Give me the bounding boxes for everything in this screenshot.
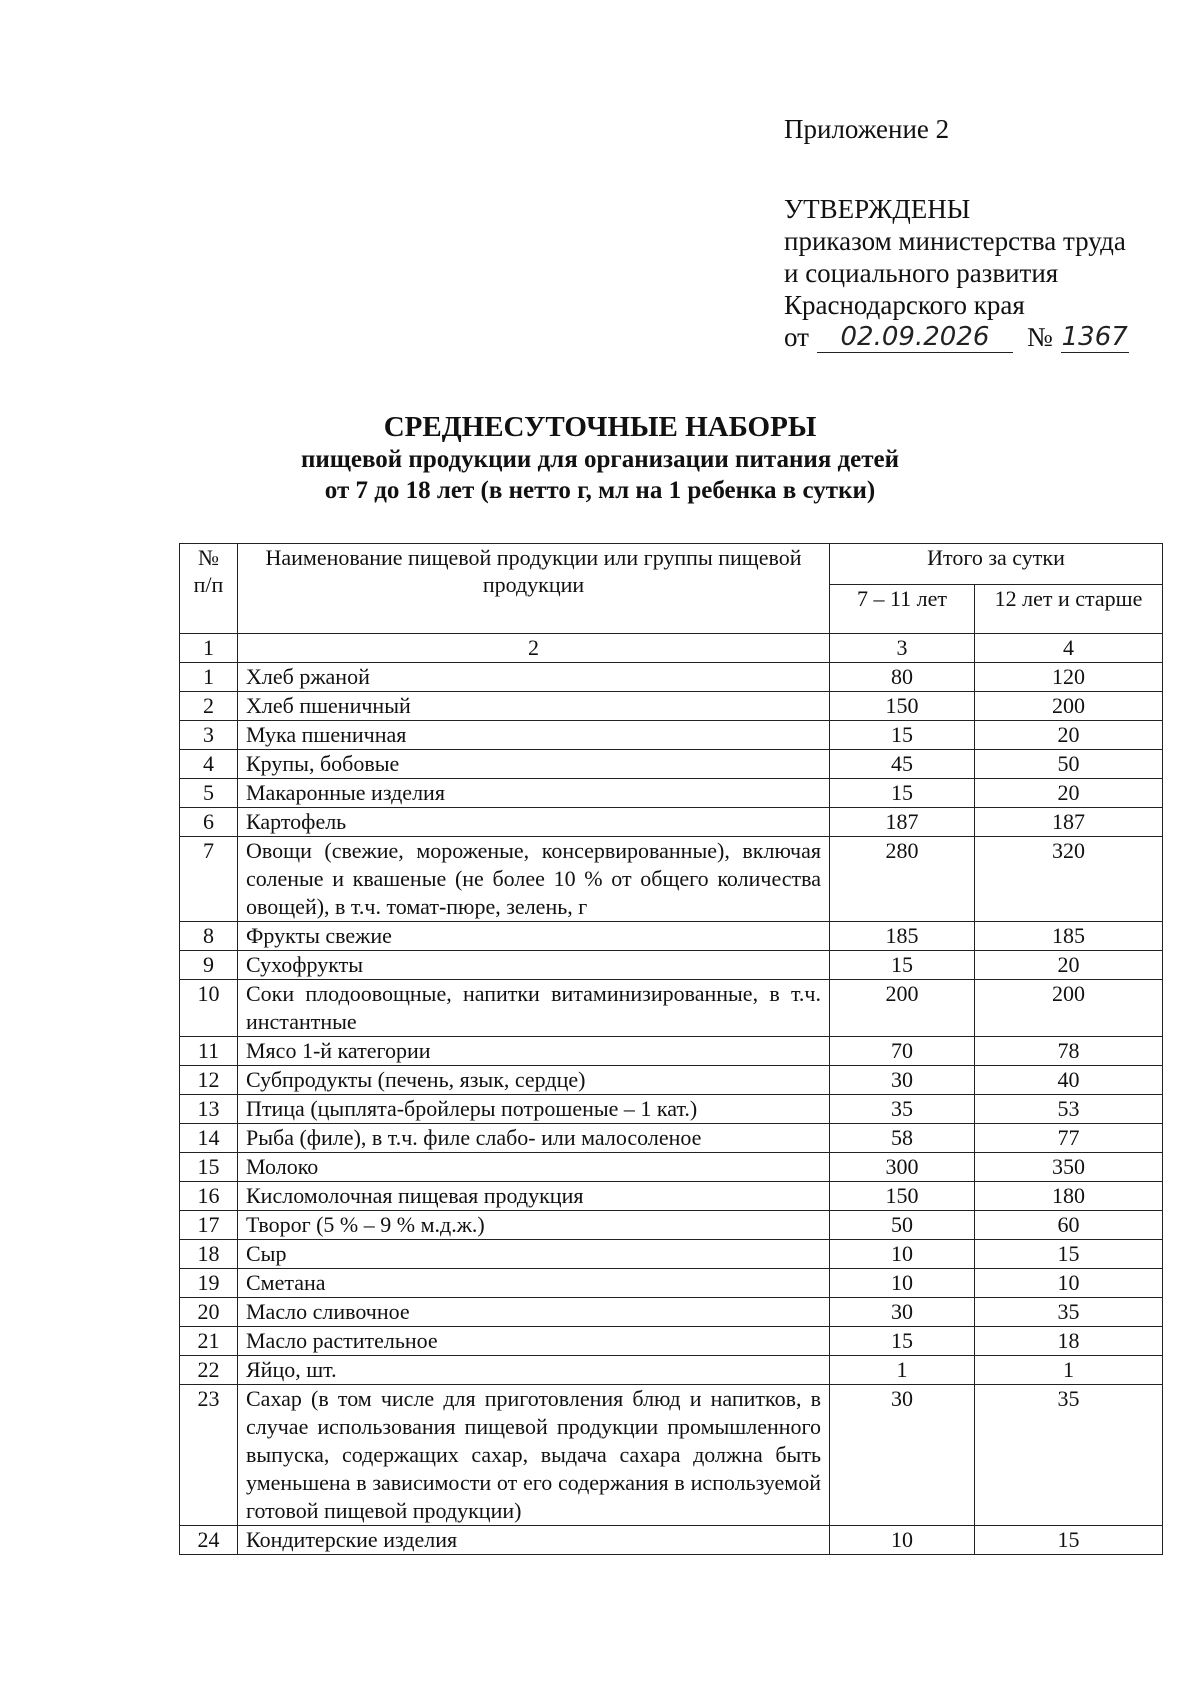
row-number: 1 bbox=[180, 663, 238, 692]
column-number-row bbox=[180, 634, 1163, 663]
value-12-plus: 185 bbox=[975, 922, 1163, 951]
product-name: Кондитерские изделия bbox=[238, 1526, 830, 1555]
table-row bbox=[180, 1298, 1163, 1327]
row-number: 8 bbox=[180, 922, 238, 951]
value-12-plus: 35 bbox=[975, 1385, 1163, 1526]
value-7-11: 80 bbox=[830, 663, 975, 692]
product-name: Мясо 1-й категории bbox=[238, 1037, 830, 1066]
value-7-11: 58 bbox=[830, 1124, 975, 1153]
row-number: 2 bbox=[180, 692, 238, 721]
value-7-11: 1 bbox=[830, 1356, 975, 1385]
header-age-7-11: 7 – 11 лет bbox=[830, 585, 975, 634]
row-number: 4 bbox=[180, 750, 238, 779]
value-7-11: 187 bbox=[830, 808, 975, 837]
title-line-2: пищевой продукции для организации питания детей bbox=[300, 446, 900, 473]
product-name: Молоко bbox=[238, 1153, 830, 1182]
order-date-number-line bbox=[784, 321, 1164, 353]
product-name: Масло сливочное bbox=[238, 1298, 830, 1327]
value-7-11: 10 bbox=[830, 1240, 975, 1269]
approval-line-1: приказом министерства труда bbox=[784, 226, 1126, 256]
row-number: 10 bbox=[180, 980, 238, 1037]
table-row bbox=[180, 808, 1163, 837]
value-7-11: 15 bbox=[830, 721, 975, 750]
value-12-plus: 200 bbox=[975, 980, 1163, 1037]
row-number: 15 bbox=[180, 1153, 238, 1182]
row-number: 11 bbox=[180, 1037, 238, 1066]
table-row bbox=[180, 721, 1163, 750]
value-7-11: 35 bbox=[830, 1095, 975, 1124]
product-name: Рыба (филе), в т.ч. филе слабо- или малосоленое bbox=[238, 1124, 830, 1153]
table-row bbox=[180, 922, 1163, 951]
date-prefix: от bbox=[784, 322, 809, 352]
value-7-11: 300 bbox=[830, 1153, 975, 1182]
value-12-plus: 20 bbox=[975, 779, 1163, 808]
row-number: 17 bbox=[180, 1211, 238, 1240]
approved-label: УТВЕРЖДЕНЫ bbox=[784, 194, 971, 224]
value-12-plus: 50 bbox=[975, 750, 1163, 779]
header-number: № п/п bbox=[180, 544, 238, 634]
product-name: Сахар (в том числе для приготовления блюд и напитков, в случае использования пищевой продукции промышленного выпуска, содержащих сахар, выдача сахара должна быть уменьшена в зависимости от его содержания в используемой готовой пищевой продукции) bbox=[238, 1385, 830, 1526]
table-row bbox=[180, 779, 1163, 808]
value-12-plus: 78 bbox=[975, 1037, 1163, 1066]
row-number: 5 bbox=[180, 779, 238, 808]
value-12-plus: 187 bbox=[975, 808, 1163, 837]
value-12-plus: 77 bbox=[975, 1124, 1163, 1153]
value-7-11: 15 bbox=[830, 1327, 975, 1356]
table-row bbox=[180, 951, 1163, 980]
value-7-11: 280 bbox=[830, 837, 975, 922]
value-12-plus: 18 bbox=[975, 1327, 1163, 1356]
value-7-11: 30 bbox=[830, 1298, 975, 1327]
value-7-11: 15 bbox=[830, 951, 975, 980]
value-7-11: 50 bbox=[830, 1211, 975, 1240]
product-name: Творог (5 % – 9 % м.д.ж.) bbox=[238, 1211, 830, 1240]
product-name: Хлеб ржаной bbox=[238, 663, 830, 692]
product-name: Кисломолочная пищевая продукция bbox=[238, 1182, 830, 1211]
value-12-plus: 1 bbox=[975, 1356, 1163, 1385]
value-12-plus: 10 bbox=[975, 1269, 1163, 1298]
table-row bbox=[180, 1356, 1163, 1385]
handwritten-order-number: 1367 bbox=[1061, 322, 1128, 352]
value-7-11: 30 bbox=[830, 1066, 975, 1095]
handwritten-date: 02.09.2026 bbox=[817, 322, 1013, 353]
product-name: Сыр bbox=[238, 1240, 830, 1269]
product-name: Хлеб пшеничный bbox=[238, 692, 830, 721]
row-number: 19 bbox=[180, 1269, 238, 1298]
product-name: Картофель bbox=[238, 808, 830, 837]
product-name: Птица (цыплята-бройлеры потрошеные – 1 кат.) bbox=[238, 1095, 830, 1124]
table-row bbox=[180, 1066, 1163, 1095]
value-12-plus: 120 bbox=[975, 663, 1163, 692]
column-number: 3 bbox=[830, 634, 975, 663]
value-7-11: 30 bbox=[830, 1385, 975, 1526]
product-name: Крупы, бобовые bbox=[238, 750, 830, 779]
value-12-plus: 20 bbox=[975, 951, 1163, 980]
row-number: 3 bbox=[180, 721, 238, 750]
table-row bbox=[180, 980, 1163, 1037]
title-line-1: СРЕДНЕСУТОЧНЫЕ НАБОРЫ bbox=[383, 411, 817, 443]
table-row bbox=[180, 1095, 1163, 1124]
value-7-11: 200 bbox=[830, 980, 975, 1037]
value-7-11: 150 bbox=[830, 1182, 975, 1211]
value-12-plus: 180 bbox=[975, 1182, 1163, 1211]
table-row bbox=[180, 1327, 1163, 1356]
value-7-11: 150 bbox=[830, 692, 975, 721]
row-number: 14 bbox=[180, 1124, 238, 1153]
product-name: Сухофрукты bbox=[238, 951, 830, 980]
value-12-plus: 200 bbox=[975, 692, 1163, 721]
row-number: 6 bbox=[180, 808, 238, 837]
table-row bbox=[180, 1037, 1163, 1066]
row-number: 21 bbox=[180, 1327, 238, 1356]
table-row bbox=[180, 1269, 1163, 1298]
value-7-11: 15 bbox=[830, 779, 975, 808]
product-name: Субпродукты (печень, язык, сердце) bbox=[238, 1066, 830, 1095]
table-row bbox=[180, 1124, 1163, 1153]
column-number: 2 bbox=[238, 634, 830, 663]
approval-block bbox=[784, 113, 1164, 353]
row-number: 9 bbox=[180, 951, 238, 980]
column-number: 1 bbox=[180, 634, 238, 663]
table-row bbox=[180, 663, 1163, 692]
product-name: Фрукты свежие bbox=[238, 922, 830, 951]
value-12-plus: 350 bbox=[975, 1153, 1163, 1182]
table-row bbox=[180, 692, 1163, 721]
value-12-plus: 15 bbox=[975, 1240, 1163, 1269]
product-name: Соки плодоовощные, напитки витаминизированные, в т.ч. инстантные bbox=[238, 980, 830, 1037]
product-name: Масло растительное bbox=[238, 1327, 830, 1356]
value-12-plus: 53 bbox=[975, 1095, 1163, 1124]
row-number: 20 bbox=[180, 1298, 238, 1327]
table-row bbox=[180, 837, 1163, 922]
column-number: 4 bbox=[975, 634, 1163, 663]
product-name: Яйцо, шт. bbox=[238, 1356, 830, 1385]
number-sign: № bbox=[1026, 322, 1053, 352]
value-12-plus: 20 bbox=[975, 721, 1163, 750]
row-number: 7 bbox=[180, 837, 238, 922]
value-7-11: 45 bbox=[830, 750, 975, 779]
value-12-plus: 60 bbox=[975, 1211, 1163, 1240]
value-7-11: 10 bbox=[830, 1269, 975, 1298]
value-12-plus: 15 bbox=[975, 1526, 1163, 1555]
document-title bbox=[0, 410, 1200, 506]
value-12-plus: 320 bbox=[975, 837, 1163, 922]
food-norms-table bbox=[179, 543, 1163, 1555]
row-number: 18 bbox=[180, 1240, 238, 1269]
row-number: 23 bbox=[180, 1385, 238, 1526]
table-row bbox=[180, 1526, 1163, 1555]
approval-line-3: Краснодарского края bbox=[784, 290, 1025, 320]
table-row bbox=[180, 1153, 1163, 1182]
row-number: 24 bbox=[180, 1526, 238, 1555]
row-number: 22 bbox=[180, 1356, 238, 1385]
row-number: 12 bbox=[180, 1066, 238, 1095]
approval-line-2: и социального развития bbox=[784, 258, 1059, 288]
title-line-3: от 7 до 18 лет (в нетто г, мл на 1 ребенка в сутки) bbox=[324, 477, 876, 504]
table-row bbox=[180, 1385, 1163, 1526]
header-product-name: Наименование пищевой продукции или группы пищевой продукции bbox=[238, 544, 830, 634]
annex-label: Приложение 2 bbox=[784, 114, 950, 144]
table-row bbox=[180, 1240, 1163, 1269]
row-number: 13 bbox=[180, 1095, 238, 1124]
header-age-12-plus: 12 лет и старше bbox=[975, 585, 1163, 634]
header-daily-total: Итого за сутки bbox=[830, 544, 1163, 585]
table-body bbox=[180, 634, 1163, 1555]
table-row bbox=[180, 1211, 1163, 1240]
product-name: Макаронные изделия bbox=[238, 779, 830, 808]
value-12-plus: 35 bbox=[975, 1298, 1163, 1327]
table-row bbox=[180, 750, 1163, 779]
product-name: Овощи (свежие, мороженые, консервированные), включая соленые и квашеные (не более 10 % от общего количества овощей), в т.ч. томат-пюре, зелень, г bbox=[238, 837, 830, 922]
product-name: Мука пшеничная bbox=[238, 721, 830, 750]
value-7-11: 185 bbox=[830, 922, 975, 951]
product-name: Сметана bbox=[238, 1269, 830, 1298]
value-12-plus: 40 bbox=[975, 1066, 1163, 1095]
value-7-11: 10 bbox=[830, 1526, 975, 1555]
value-7-11: 70 bbox=[830, 1037, 975, 1066]
table-row bbox=[180, 1182, 1163, 1211]
row-number: 16 bbox=[180, 1182, 238, 1211]
